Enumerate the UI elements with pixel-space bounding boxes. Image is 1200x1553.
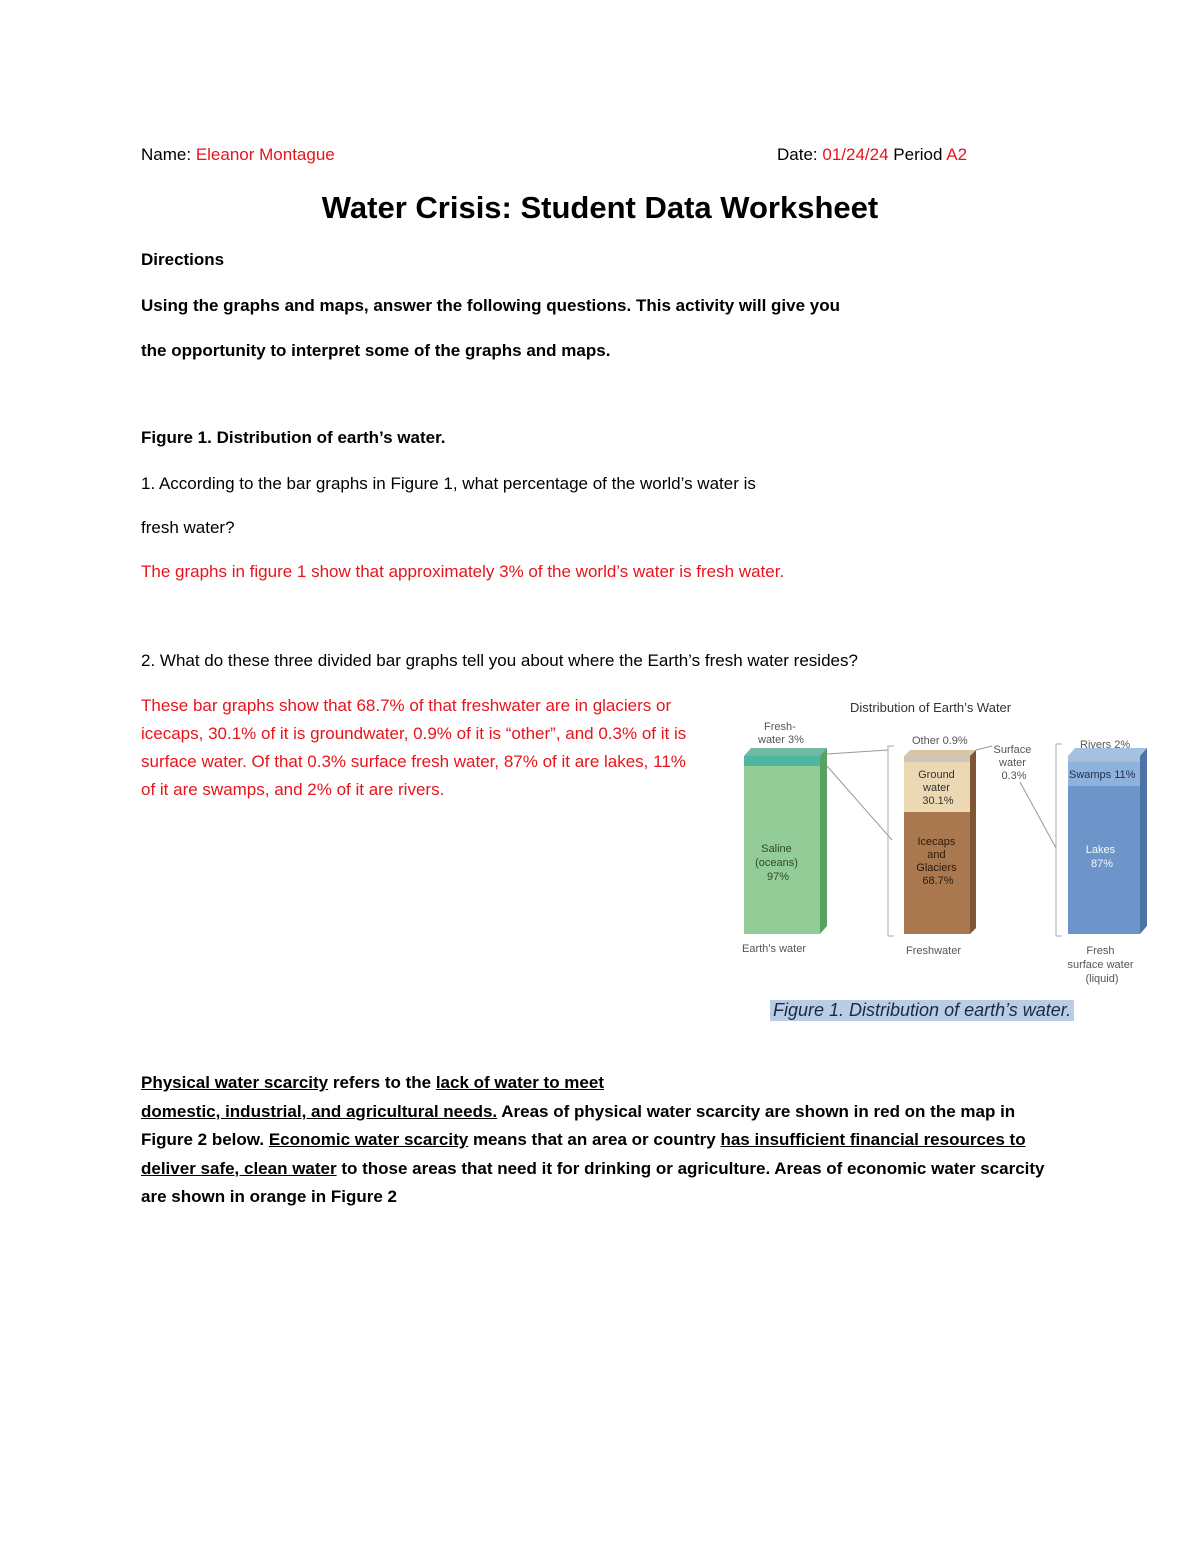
freshwater-bracket [888, 746, 894, 936]
bar2-icecaps-label: Icecaps and Glaciers 68.7% [916, 836, 957, 887]
bar1-freshwater-label: Fresh- water 3% [758, 721, 804, 746]
date-label: Date: [777, 145, 818, 164]
bar1-side-face [820, 748, 827, 934]
connector-line [827, 750, 888, 754]
bar3-lakes-label: Lakes 87% [1085, 844, 1116, 870]
bar2-top-face [904, 750, 976, 756]
scarcity-text: Areas of physical water scarcity are shown in red on the map in Figure 2 below. [141, 1101, 1016, 1149]
bar3-side-face [1140, 748, 1147, 934]
question1-line-1: 1. According to the bar graphs in Figure 1, what percentage of the world’s water is [141, 474, 756, 493]
bar1-freshwater-segment [744, 756, 820, 766]
directions-line-2: the opportunity to interpret some of the graphs and maps. [141, 341, 611, 360]
question2-text: 2. What do these three divided bar graphs tell you about where the Earth’s fresh water resides? [141, 651, 858, 670]
bar3-swamps-label: Swamps 11% [1069, 769, 1136, 781]
student-name: Eleanor Montague [195, 145, 335, 164]
bar3-axis-label: Fresh surface water (liquid) [1067, 945, 1134, 985]
connector-line [1020, 782, 1056, 848]
scarcity-paragraph [141, 1069, 1061, 1212]
name-label: Name: [141, 145, 192, 164]
page-title: Water Crisis: Student Data Worksheet [321, 190, 879, 225]
physical-scarcity-definition-2: domestic, industrial, and agricultural needs. [141, 1101, 498, 1121]
directions-line-1: Using the graphs and maps, answer the following questions. This activity will give you [141, 296, 841, 315]
period-label: Period [893, 145, 943, 164]
bar1-top-face [744, 748, 827, 756]
question1-answer: The graphs in figure 1 show that approximately 3% of the world’s water is fresh water. [141, 562, 785, 581]
bar2-other-label: Other 0.9% [912, 735, 968, 747]
physical-scarcity-term: Physical water scarcity [141, 1073, 329, 1092]
economic-scarcity-definition: has insufficient financial resources to deliver safe, clean water [141, 1130, 1026, 1178]
bar3-rivers-segment [1068, 756, 1140, 762]
scarcity-text: to those areas that need it for drinking or agriculture. Areas of economic water scarcity are shown in orange in Figure 2 [141, 1158, 1045, 1206]
water-distribution-chart [730, 690, 1160, 990]
physical-scarcity-definition-1: lack of water to meet [435, 1073, 604, 1092]
date-value: 01/24/24 [822, 145, 889, 164]
bar1-saline-label: Saline (oceans) 97% [755, 843, 798, 883]
question1-line-2: fresh water? [141, 518, 235, 537]
bar2-side-face [970, 750, 976, 934]
connector-line [976, 746, 992, 750]
date-period-line [777, 145, 967, 165]
connector-line [827, 766, 892, 840]
figure-caption: Figure 1. Distribution of earth’s water. [770, 1000, 1074, 1021]
scarcity-text: means that an area or country [468, 1130, 721, 1149]
surface-bracket [1056, 744, 1062, 936]
bar1-axis-label: Earth’s water [742, 943, 806, 955]
question2-answer: These bar graphs show that 68.7% of that freshwater are in glaciers or icecaps, 30.1% of it is groundwater, 0.9% of it is “other”, and 0.3% of it is surface water. Of that 0.3% surface fresh water, 87% of it are lakes, 11% of it are swamps, and 2% of it are rivers. [141, 696, 687, 799]
chart-title: Distribution of Earth’s Water [850, 700, 1012, 715]
directions-heading: Directions [141, 250, 225, 269]
bar2-other-segment [904, 756, 970, 762]
bar2-axis-label: Freshwater [906, 945, 962, 957]
figure1-heading: Figure 1. Distribution of earth’s water. [141, 428, 446, 447]
economic-scarcity-term: Economic water scarcity [268, 1130, 469, 1149]
period-value: A2 [946, 145, 968, 164]
bar2-surface-label: Surface water 0.3% [993, 744, 1032, 782]
bar3-rivers-label: Rivers 2% [1080, 739, 1131, 751]
bar2-ground-label: Ground water 30.1% [918, 769, 955, 807]
scarcity-text: refers to the [328, 1073, 436, 1092]
name-line [141, 145, 335, 165]
